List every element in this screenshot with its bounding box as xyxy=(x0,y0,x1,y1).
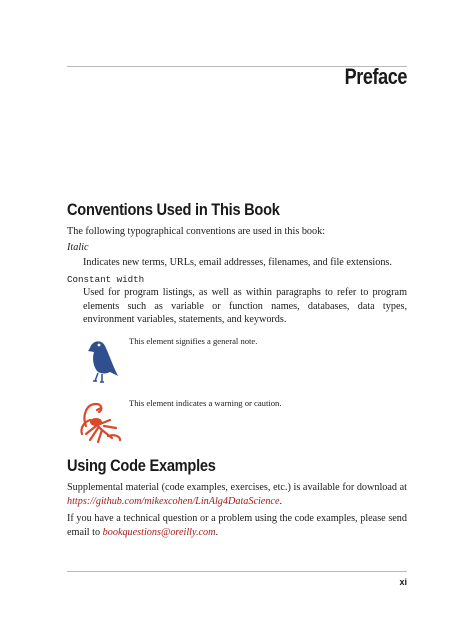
punctuation: . xyxy=(279,495,283,507)
definition-italic: Indicates new terms, URLs, email addresses, filenames, and file extensions. xyxy=(83,257,392,268)
definition-constant-width: Used for program listings, as well as within paragraphs to refer to program elements such as variable or function names, databases, data types, environment variables, statements, and keywords. xyxy=(83,287,407,325)
paragraph-text: Supplemental material (code examples, exercises, etc.) is available for download at xyxy=(67,482,407,493)
term-italic: Italic xyxy=(67,242,89,253)
term-constant-width: Constant width xyxy=(67,274,145,285)
page-number: xi xyxy=(399,577,407,587)
bottom-rule xyxy=(67,571,407,572)
code-examples-paragraph-1 xyxy=(67,481,407,508)
code-examples-paragraph-2 xyxy=(67,512,407,539)
punctuation: . xyxy=(215,526,219,538)
section-heading-code-examples: Using Code Examples xyxy=(67,456,216,475)
note-text: This element signifies a general note. xyxy=(129,336,258,346)
section-heading-conventions: Conventions Used in This Book xyxy=(67,200,280,219)
github-link[interactable]: https://github.com/mikexcohen/LinAlg4DataScience xyxy=(67,495,280,507)
email-link[interactable]: bookquestions@oreilly.com xyxy=(102,526,216,538)
scorpion-icon xyxy=(76,398,124,444)
paragraph-text: If you have a technical question or a problem using the code examples, please send email to xyxy=(67,513,407,538)
warning-text: This element indicates a warning or caution. xyxy=(129,398,282,408)
chapter-title: Preface xyxy=(344,64,407,89)
bird-icon xyxy=(80,334,122,384)
conventions-intro: The following typographical conventions are used in this book: xyxy=(67,226,326,237)
